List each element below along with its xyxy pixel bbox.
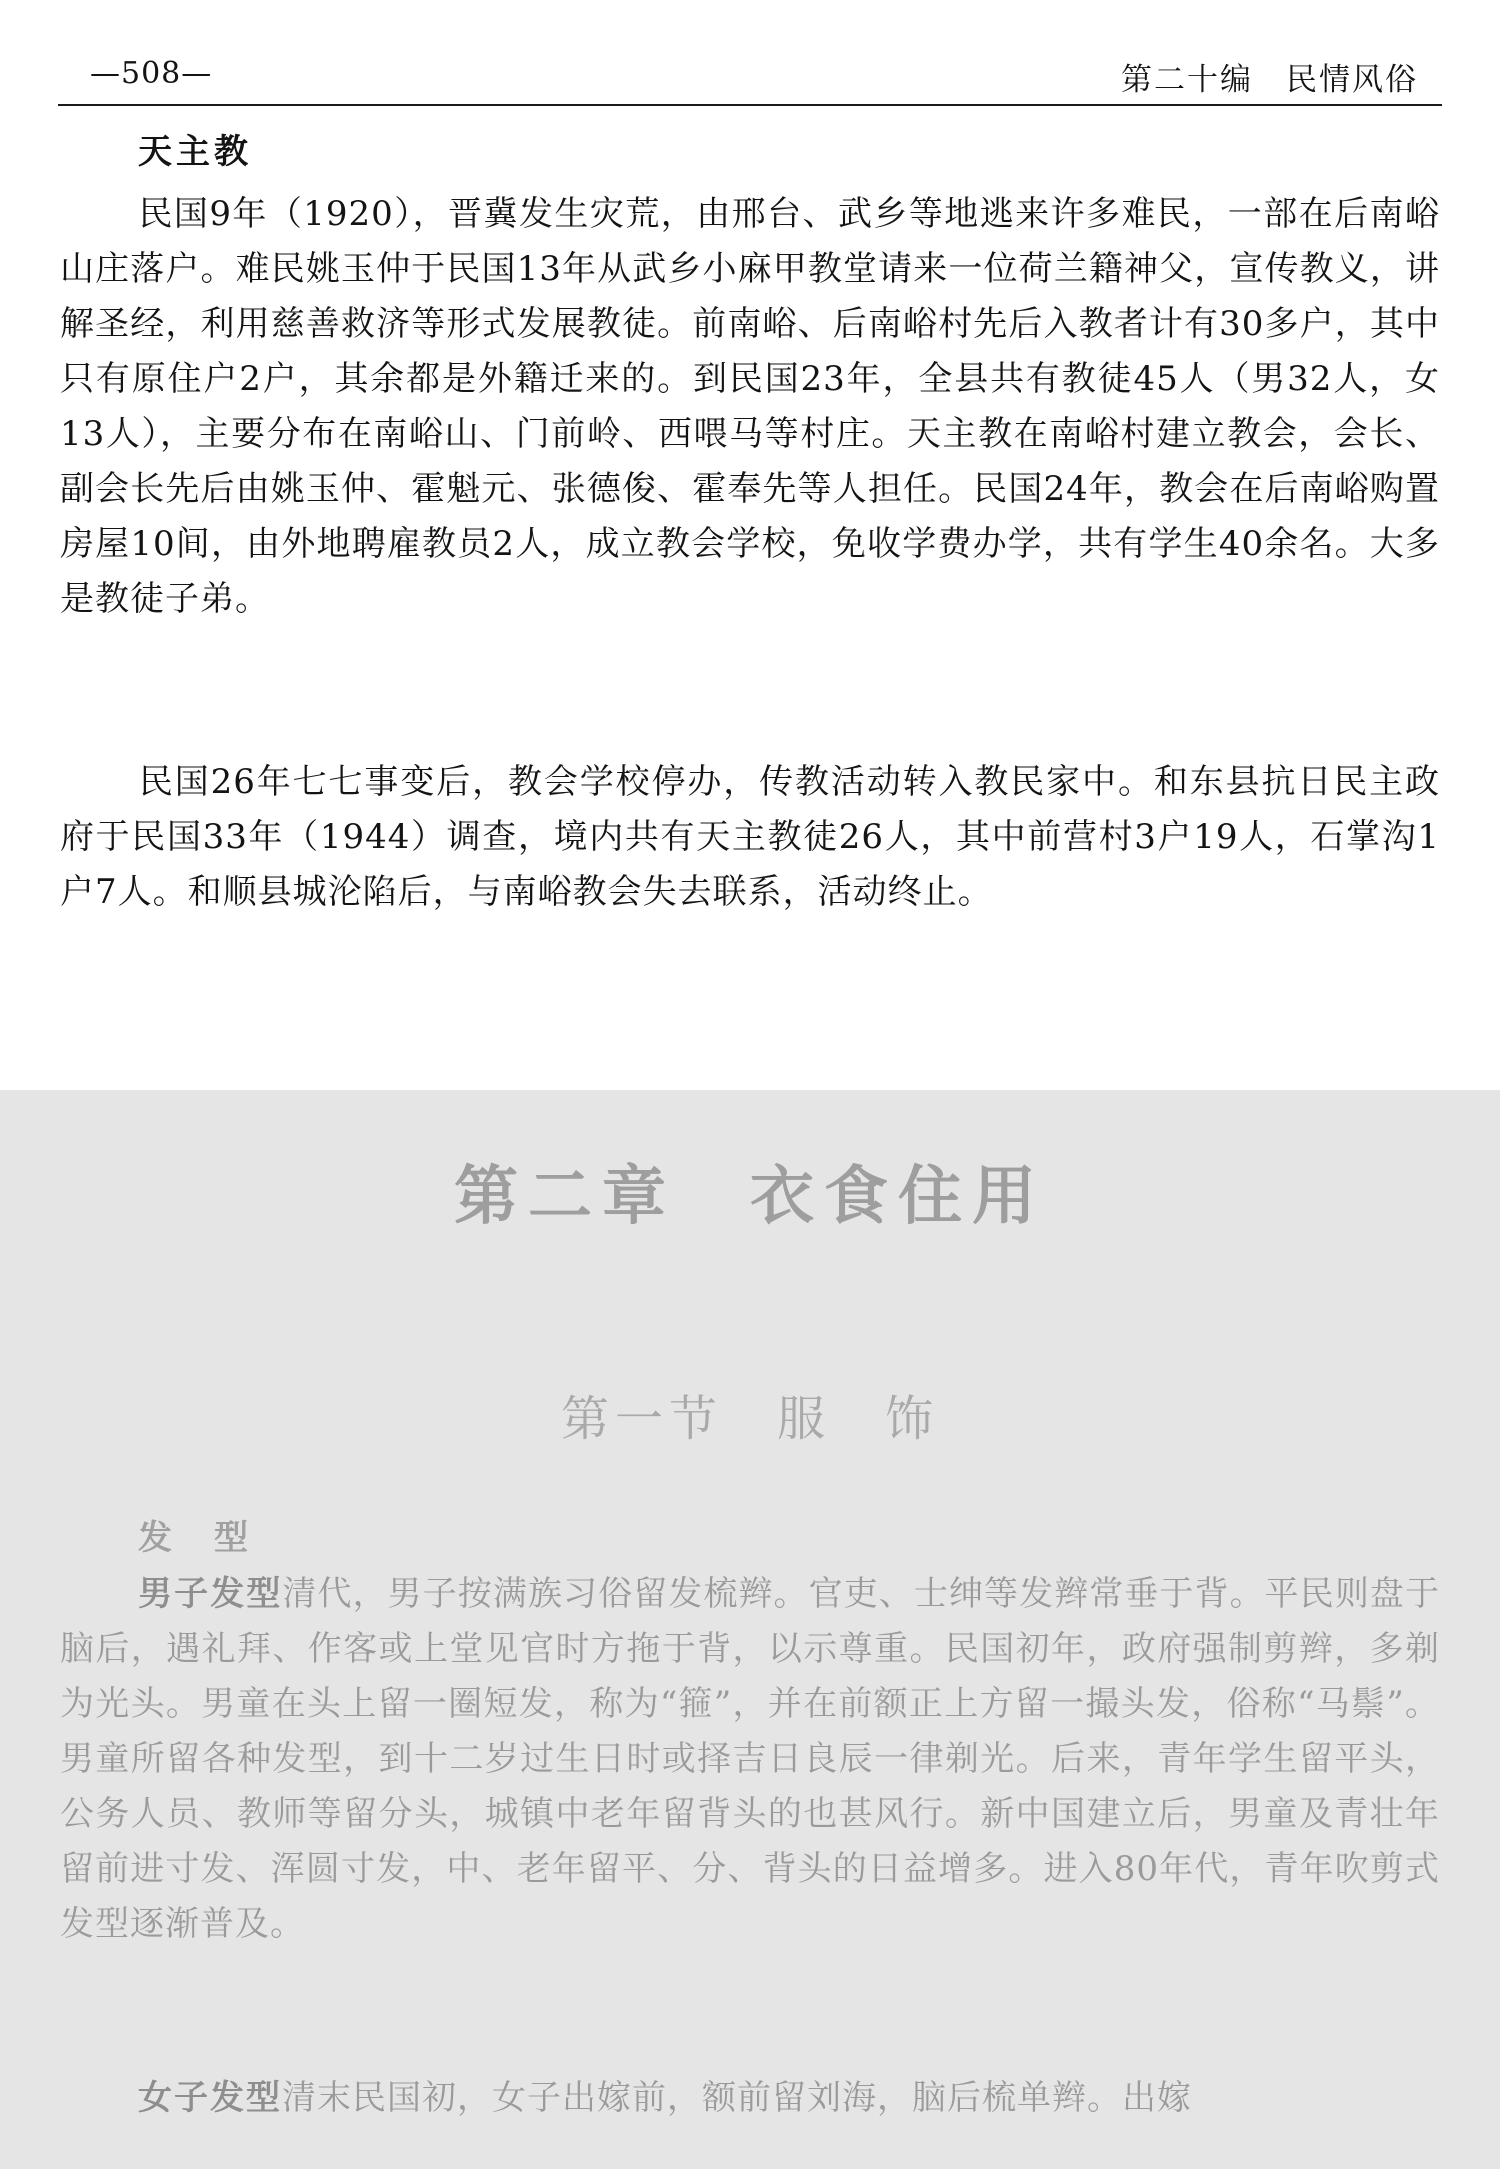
paragraph-text: 清末民国初，女子出嫁前，额前留刘海，脑后梳单辫。出嫁 [282,2078,1192,2118]
subheading-hairstyle: 发 型 [138,1518,252,1558]
paragraph-men-hairstyle [60,1567,1440,1952]
paragraph-women-hairstyle [60,2071,1440,2126]
term-men-hairstyle: 男子发型 [138,1574,283,1614]
chapter-heading: 第二章 衣食住用 [454,1160,1046,1234]
section-title: 第一节 服 饰 [560,1391,939,1447]
page-header [58,48,1442,104]
header-rule [58,104,1442,106]
term-women-hairstyle: 女子发型 [138,2078,282,2118]
paragraph-text: 民国26年七七事变后，教会学校停办，传教活动转入教民家中。和东县抗日民主政府于民国33年（1944）调查，境内共有天主教徒26人，其中前营村3户19人，石掌沟1户7人。和顺县城沦陷后，与南峪教会失去联系，活动终止。 [60,762,1440,912]
running-chapter-title: 第二十编 民情风俗 [1121,62,1418,98]
paragraph-catholicism-2 [60,755,1440,920]
section-heading-catholicism: 天主教 [138,132,252,172]
page-number: —508— [90,56,213,91]
paragraph-text: 民国9年（1920），晋冀发生灾荒，由邢台、武乡等地逃来许多难民，一部在后南峪山庄落户。难民姚玉仲于民国13年从武乡小麻甲教堂请来一位荷兰籍神父，宣传教义，讲解圣经，利用慈善救济等形式发展教徒。前南峪、后南峪村先后入教者计有30多户，其中只有原住户2户，其余都是外籍迁来的。到民国23年，全县共有教徒45人（男32人，女13人），主要分布在南峪山、门前岭、西喂马等村庄。天主教在南峪村建立教会，会长、副会长先后由姚玉仲、霍魁元、张德俊、霍奉先等人担任。民国24年，教会在后南峪购置房屋10间，由外地聘雇教员2人，成立教会学校，免收学费办学，共有学生40余名。大多是教徒子弟。 [60,194,1440,619]
paragraph-catholicism-1 [60,187,1440,627]
paragraph-text: 清代，男子按满族习俗留发梳辫。官吏、士绅等发辫常垂于背。平民则盘于脑后，遇礼拜、作客或上堂见官时方拖于背，以示尊重。民国初年，政府强制剪辫，多剃为光头。男童在头上留一圈短发，称为“箍”，并在前额正上方留一撮头发，俗称“马鬃”。男童所留各种发型，到十二岁过生日时或择吉日良辰一律剃光。后来，青年学生留平头，公务人员、教师等留分头，城镇中老年留背头的也甚风行。新中国建立后，男童及青壮年留前进寸发、浑圆寸发，中、老年留平、分、背头的日益增多。进入80年代，青年吹剪式发型逐渐普及。 [60,1574,1440,1944]
